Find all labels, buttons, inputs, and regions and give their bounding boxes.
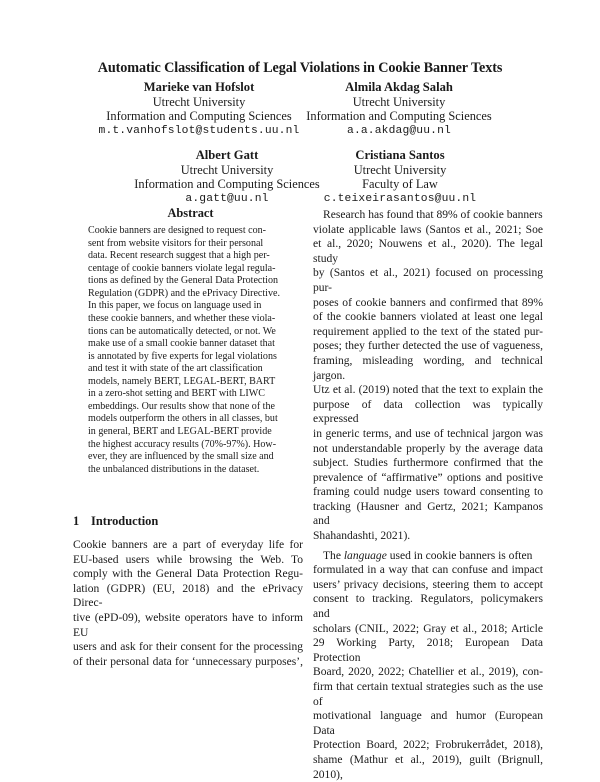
author-department: Faculty of Law bbox=[362, 177, 438, 192]
intro-left-column bbox=[73, 538, 303, 669]
body-line: EU-based users while browsing the Web. To bbox=[73, 553, 303, 566]
body-line: framing, misleading wording, and technical jargon. bbox=[313, 354, 543, 382]
author-email: m.t.vanhofslot@students.uu.nl bbox=[98, 124, 300, 137]
body-line: of their personal data for ‘unnecessary purposes’, bbox=[73, 655, 303, 668]
abstract-line: in a zero-shot setting and BERT with LIWC bbox=[88, 388, 265, 400]
body-line: formulated in a way that can confuse and impact bbox=[313, 564, 543, 577]
body-line: by (Santos et al., 2021) focused on processing pur- bbox=[313, 267, 543, 294]
abstract-line: ever, they are influenced by the small size and bbox=[88, 451, 274, 463]
emphasis-text: language bbox=[343, 549, 387, 562]
body-line: prevalence of “affirmative” options and positive bbox=[313, 471, 543, 484]
abstract-body bbox=[88, 225, 300, 476]
author-affiliation: Utrecht University bbox=[180, 162, 274, 177]
body-line bbox=[313, 549, 543, 564]
abstract-line: embeddings. Our results show that none of the bbox=[88, 400, 275, 412]
abstract-line: In this paper, we focus on language used in bbox=[88, 300, 262, 312]
author-name: Cristiana Santos bbox=[355, 148, 445, 162]
intro-right-column bbox=[313, 208, 543, 782]
body-text: used in cookie banners is often bbox=[386, 549, 533, 562]
body-line: comply with the General Data Protection Regu- bbox=[73, 568, 303, 581]
body-line: Research has found that 89% of cookie banners bbox=[323, 209, 543, 221]
author-department: Information and Computing Sciences bbox=[134, 177, 320, 192]
body-line: lation (GDPR) (EU, 2018) and the ePrivacy Direc- bbox=[73, 582, 303, 610]
body-line: purpose of data collection was typically expressed bbox=[313, 398, 543, 426]
body-line: in generic terms, and use of technical jargon was bbox=[313, 427, 543, 440]
body-line: violate applicable laws (Santos et al., 2021; Soe bbox=[313, 223, 543, 236]
body-line: poses; they further detected the use of vagueness, bbox=[313, 340, 543, 353]
author-email: c.teixeirasantos@uu.nl bbox=[323, 192, 477, 205]
section-number: 1 bbox=[73, 514, 80, 528]
author-block bbox=[108, 148, 346, 206]
author-department: Information and Computing Sciences bbox=[106, 109, 292, 124]
abstract-line: and test it with state of the art classification bbox=[88, 363, 263, 375]
paper-title: Automatic Classification of Legal Violations in Cookie Banner Texts bbox=[97, 60, 503, 76]
body-line: poses of cookie banners and confirmed that 89% bbox=[313, 296, 543, 309]
body-line: Protection Board, 2022; Frobrukerrådet, 2018), bbox=[313, 739, 543, 752]
author-name: Almila Akdag Salah bbox=[345, 80, 453, 94]
abstract-line: data. Recent research suggest that a high per- bbox=[88, 250, 270, 262]
author-email: a.a.akdag@uu.nl bbox=[347, 124, 451, 137]
author-affiliation: Utrecht University bbox=[352, 94, 446, 109]
author-block bbox=[88, 80, 310, 138]
abstract-line: these cookie banners, and whether these viola- bbox=[88, 312, 276, 324]
abstract-line: is annotated by five experts for legal violations bbox=[88, 350, 277, 362]
abstract-line: the unbalanced distributions in the dataset. bbox=[88, 463, 260, 475]
author-affiliation: Utrecht University bbox=[152, 94, 246, 109]
body-line: users and ask for their consent for the processing bbox=[73, 641, 303, 654]
section-heading bbox=[73, 514, 158, 529]
abstract-heading: Abstract bbox=[167, 206, 214, 220]
body-line: consent to tracking. Regulators, policymakers and bbox=[313, 593, 543, 621]
body-line: tracking (Hausner and Gertz, 2021; Kampanos and bbox=[313, 500, 543, 528]
abstract-line: tions as defined by the General Data Protection bbox=[88, 275, 278, 287]
abstract-line: Regulation (GDPR) and the ePrivacy Directive. bbox=[88, 287, 280, 299]
abstract-line: models outperform the others in all classes, but bbox=[88, 413, 278, 425]
body-line: users’ privacy decisions, steering them to accept bbox=[313, 578, 543, 591]
author-affiliation: Utrecht University bbox=[353, 162, 447, 177]
abstract-line: sent from website visitors for their personal bbox=[88, 237, 264, 249]
abstract-line: in general, BERT and LEGAL-BERT provide bbox=[88, 426, 272, 437]
author-block bbox=[300, 80, 498, 138]
author-email: a.gatt@uu.nl bbox=[185, 192, 269, 205]
body-line: requirement applied to the text of the stated pur- bbox=[313, 325, 543, 338]
body-line: motivational language and humor (European Data bbox=[313, 710, 543, 737]
body-line: of the cookie banners violated at least one legal bbox=[313, 311, 543, 324]
body-text: The bbox=[323, 549, 344, 562]
body-line: Utz et al. (2019) noted that the text to explain the bbox=[313, 384, 543, 397]
author-department: Information and Computing Sciences bbox=[306, 109, 492, 124]
author-name: Albert Gatt bbox=[195, 148, 259, 162]
body-line: Shahandashti, 2021). bbox=[313, 530, 411, 543]
body-line: Board, 2020, 2022; Chatellier et al., 2019), con- bbox=[313, 666, 543, 679]
body-line: subject. Studies furthermore confirmed that the bbox=[313, 457, 543, 470]
abstract-line: tions can be automatically detected, or not. We bbox=[88, 325, 276, 337]
abstract-line: make use of a small cookie banner dataset that bbox=[88, 338, 275, 350]
body-line: shame (Mathur et al., 2019), guilt (Brignull, 2010), bbox=[313, 753, 543, 781]
body-line: tive (ePD-09), website operators have to inform EU bbox=[73, 611, 303, 639]
body-line: scholars (CNIL, 2022; Gray et al., 2018; Article bbox=[313, 622, 543, 635]
body-line: et al., 2020; Nouwens et al., 2020). The legal study bbox=[313, 238, 543, 265]
section-title: Introduction bbox=[91, 514, 159, 528]
abstract-line: Cookie banners are designed to request con- bbox=[88, 225, 266, 236]
abstract-line: centage of cookie banners violate legal regula- bbox=[88, 262, 276, 274]
body-line: not understandable properly by the average data bbox=[313, 442, 543, 455]
author-block bbox=[318, 148, 482, 206]
abstract-line: the highest accuracy results (70%-97%). How- bbox=[88, 438, 277, 450]
body-line: firm that certain textual strategies such as the use of bbox=[313, 681, 543, 708]
body-line: framing could nudge users toward consenting to bbox=[313, 486, 543, 499]
body-line: Cookie banners are a part of everyday life for bbox=[73, 539, 303, 551]
abstract-line: models, namely BERT, LEGAL-BERT, BART bbox=[88, 375, 276, 387]
author-name: Marieke van Hofslot bbox=[143, 80, 255, 94]
body-line: 29 Working Party, 2018; European Data Protection bbox=[313, 637, 543, 664]
